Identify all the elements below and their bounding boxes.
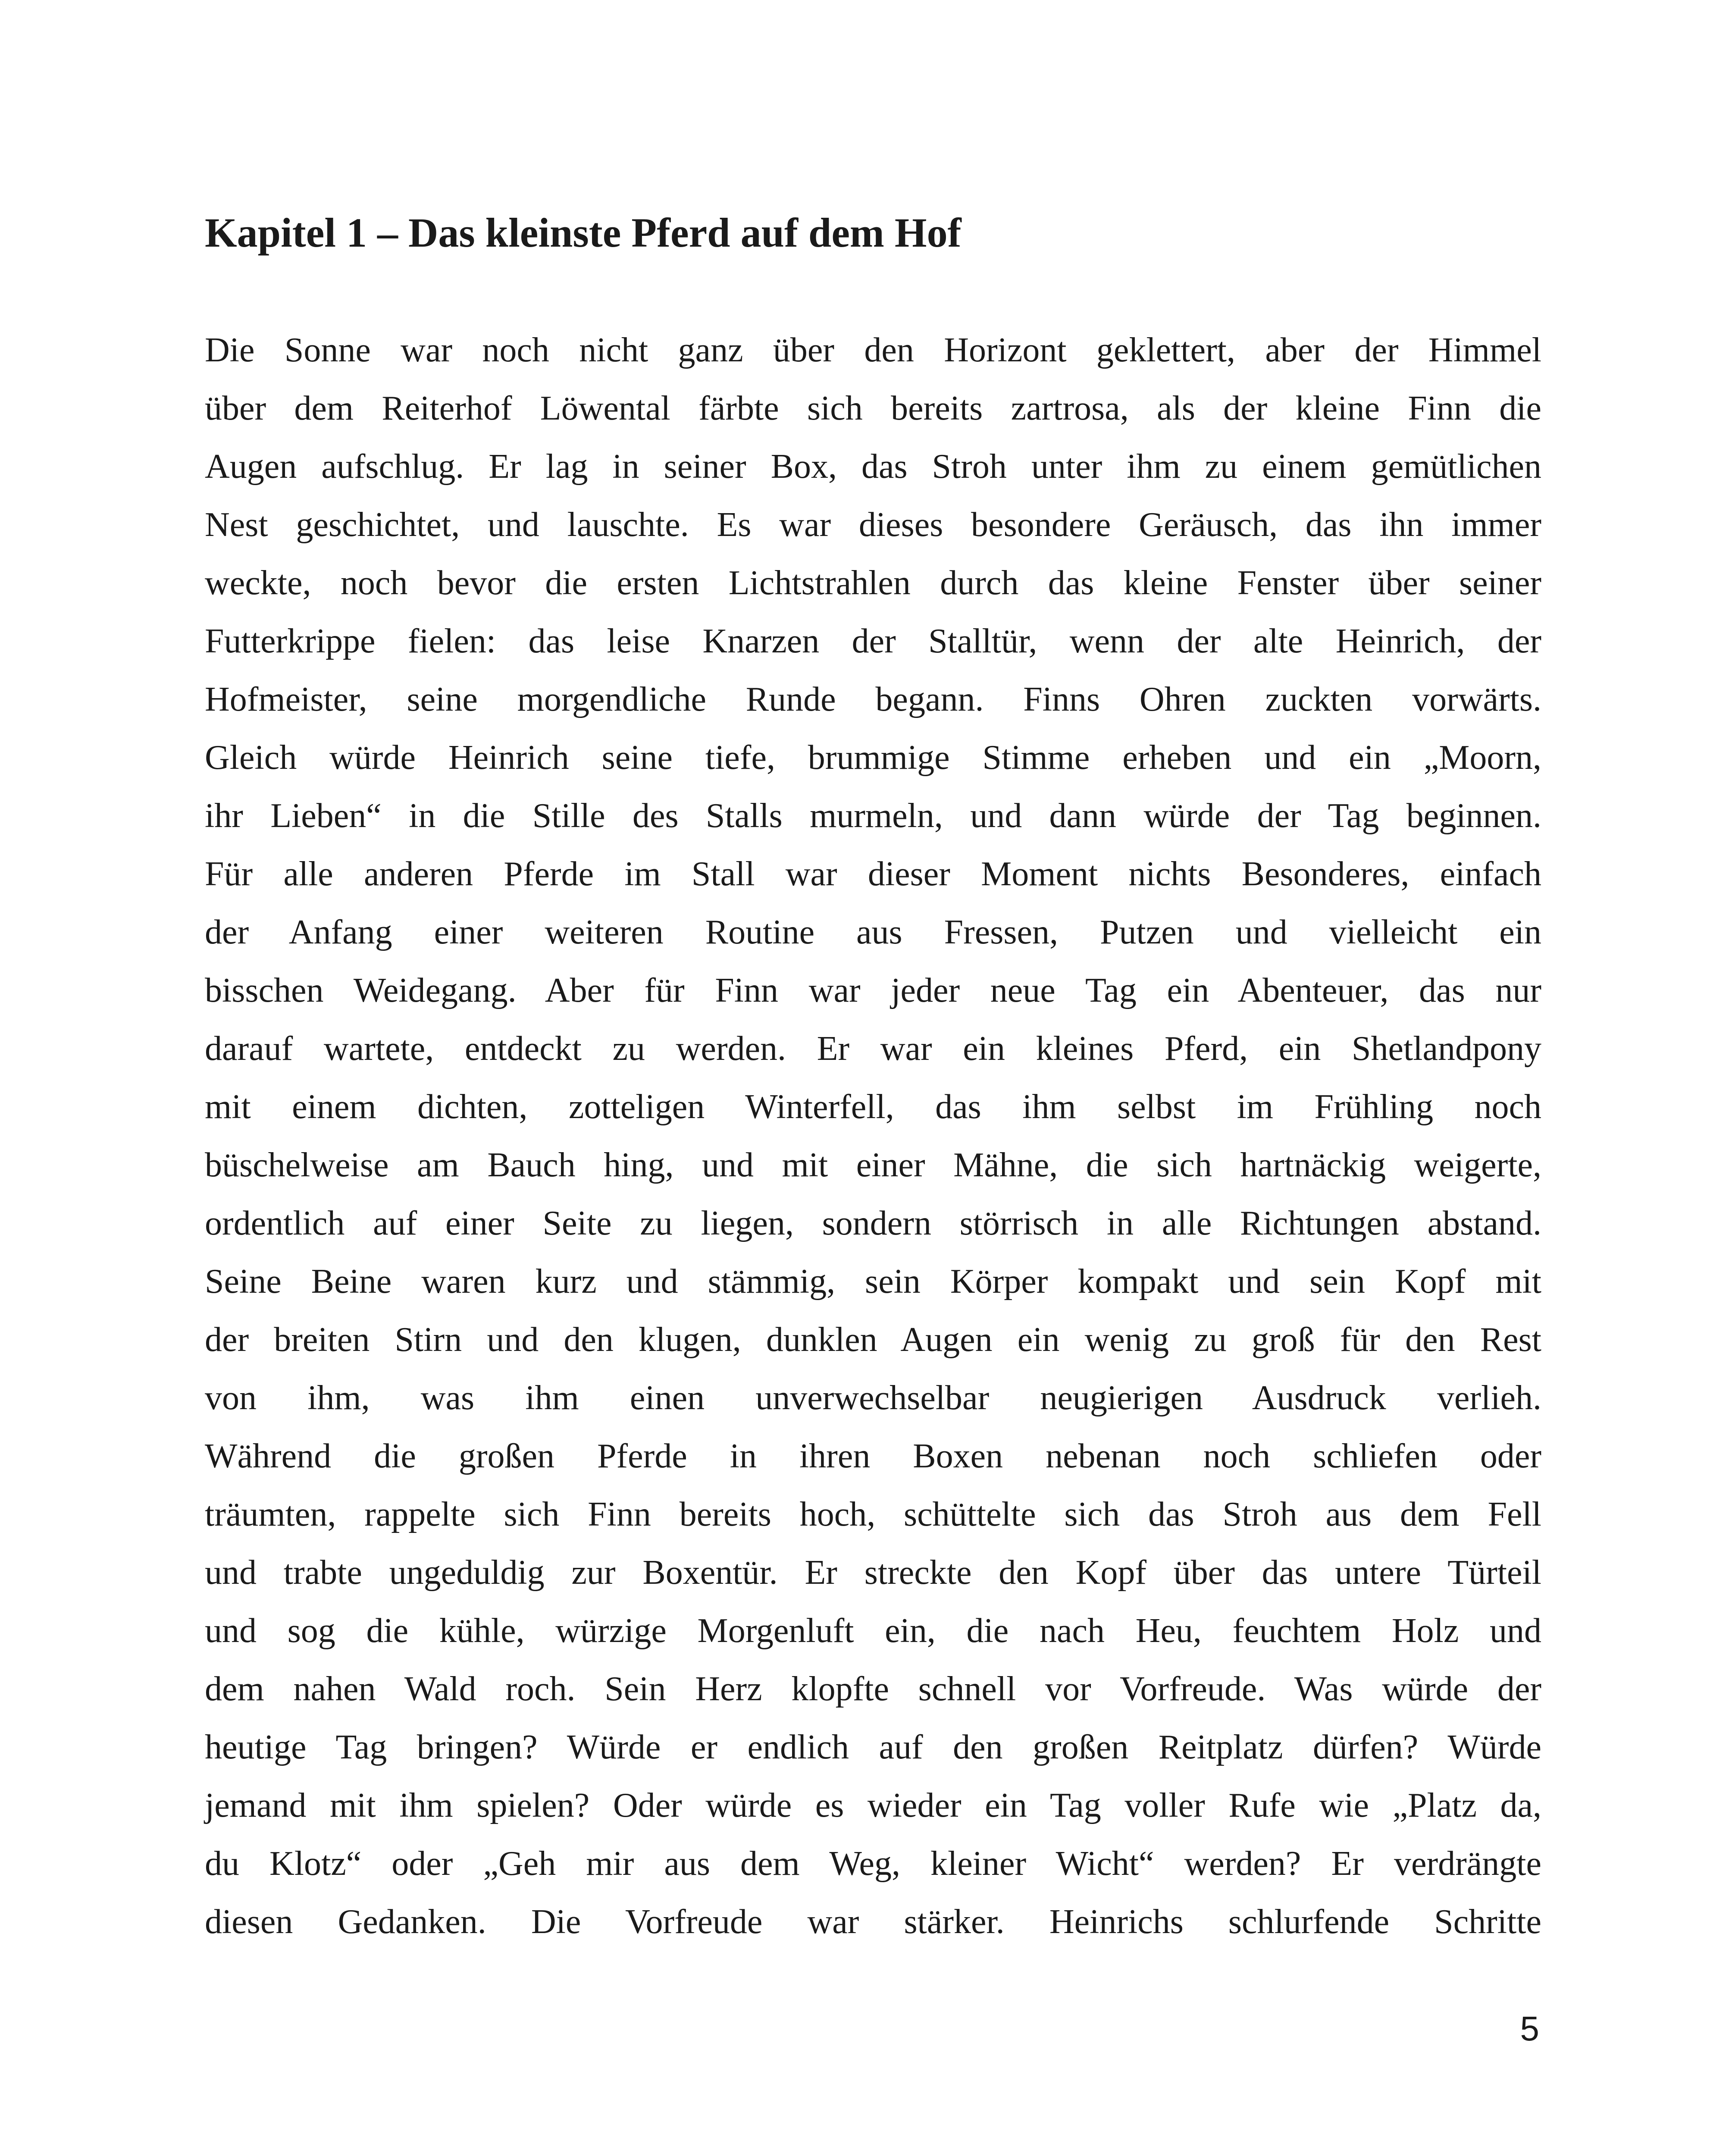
text-line: Augen aufschlug. Er lag in seiner Box, das Stroh unter ihm zu einem gemütlichen bbox=[205, 448, 1541, 486]
text-line: bisschen Weidegang. Aber für Finn war jeder neue Tag ein Abenteuer, das nur bbox=[205, 971, 1541, 1009]
text-line: der Anfang einer weiteren Routine aus Fressen, Putzen und vielleicht ein bbox=[205, 913, 1541, 951]
text-line: ordentlich auf einer Seite zu liegen, sondern störrisch in alle Richtungen abstand. bbox=[205, 1204, 1541, 1242]
text-line: dem nahen Wald roch. Sein Herz klopfte schnell vor Vorfreude. Was würde der bbox=[205, 1670, 1541, 1708]
text-line: von ihm, was ihm einen unverwechselbar neugierigen Ausdruck verlieh. bbox=[205, 1379, 1541, 1417]
text-line: Die Sonne war noch nicht ganz über den Horizont geklettert, aber der Himmel bbox=[205, 331, 1541, 369]
text-line: weckte, noch bevor die ersten Lichtstrahlen durch das kleine Fenster über seiner bbox=[205, 564, 1541, 602]
text-line: Gleich würde Heinrich seine tiefe, brummige Stimme erheben und ein „Moorn, bbox=[205, 739, 1541, 777]
text-line: jemand mit ihm spielen? Oder würde es wieder ein Tag voller Rufe wie „Platz da, bbox=[205, 1786, 1541, 1824]
text-line: und sog die kühle, würzige Morgenluft ein, die nach Heu, feuchtem Holz und bbox=[205, 1612, 1541, 1650]
text-line: träumten, rappelte sich Finn bereits hoch, schüttelte sich das Stroh aus dem Fell bbox=[205, 1495, 1541, 1533]
text-line: der breiten Stirn und den klugen, dunklen Augen ein wenig zu groß für den Rest bbox=[205, 1321, 1541, 1359]
text-line: und trabte ungeduldig zur Boxentür. Er streckte den Kopf über das untere Türteil bbox=[205, 1554, 1541, 1592]
text-line: du Klotz“ oder „Geh mir aus dem Weg, kleiner Wicht“ werden? Er verdrängte bbox=[205, 1845, 1541, 1883]
text-line: Nest geschichtet, und lauschte. Es war dieses besondere Geräusch, das ihn immer bbox=[205, 506, 1541, 544]
text-line: Während die großen Pferde in ihren Boxen nebenan noch schliefen oder bbox=[205, 1437, 1541, 1475]
text-line: über dem Reiterhof Löwental färbte sich bereits zartrosa, als der kleine Finn die bbox=[205, 389, 1541, 427]
text-line: diesen Gedanken. Die Vorfreude war stärker. Heinrichs schlurfende Schritte bbox=[205, 1903, 1541, 1941]
text-line: büschelweise am Bauch hing, und mit einer Mähne, die sich hartnäckig weigerte, bbox=[205, 1146, 1541, 1184]
text-line: darauf wartete, entdeckt zu werden. Er war ein kleines Pferd, ein Shetlandpony bbox=[205, 1030, 1541, 1068]
chapter-title: Kapitel 1 – Das kleinste Pferd auf dem Hof bbox=[205, 210, 962, 256]
text-line: Für alle anderen Pferde im Stall war dieser Moment nichts Besonderes, einfach bbox=[205, 855, 1541, 893]
text-line: Hofmeister, seine morgendliche Runde begann. Finns Ohren zuckten vorwärts. bbox=[205, 680, 1541, 718]
text-line: Seine Beine waren kurz und stämmig, sein Körper kompakt und sein Kopf mit bbox=[205, 1263, 1541, 1300]
text-line: ihr Lieben“ in die Stille des Stalls murmeln, und dann würde der Tag beginnen. bbox=[205, 797, 1541, 835]
page-number: 5 bbox=[1520, 2009, 1539, 2048]
body-text bbox=[205, 321, 1541, 1951]
text-line: mit einem dichten, zotteligen Winterfell, das ihm selbst im Frühling noch bbox=[205, 1088, 1541, 1126]
text-line: heutige Tag bringen? Würde er endlich auf den großen Reitplatz dürfen? Würde bbox=[205, 1728, 1541, 1766]
text-line: Futterkrippe fielen: das leise Knarzen der Stalltür, wenn der alte Heinrich, der bbox=[205, 622, 1541, 660]
